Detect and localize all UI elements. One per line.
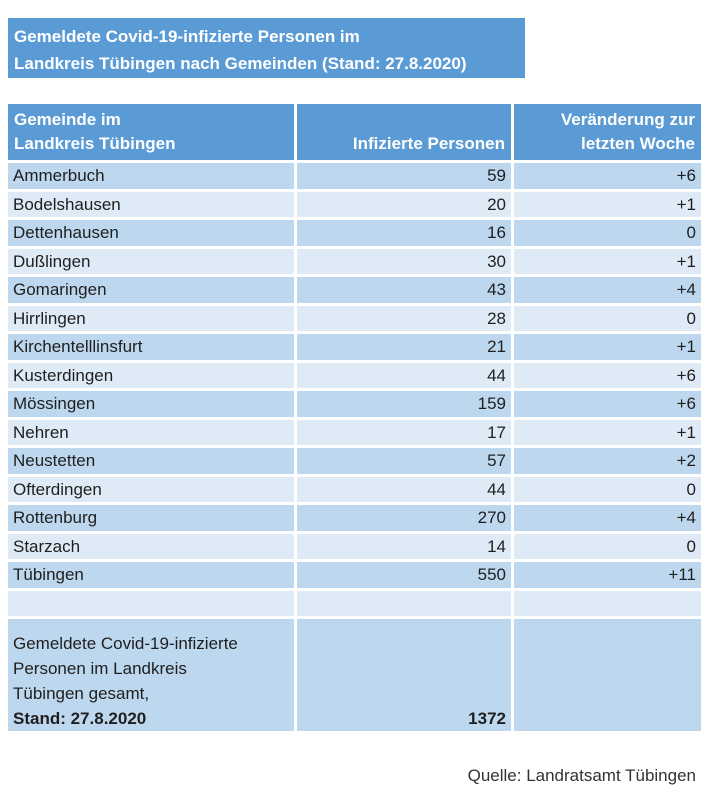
header-infizierte: Infizierte Personen bbox=[297, 104, 511, 160]
table-row bbox=[8, 534, 701, 560]
table-row bbox=[8, 562, 701, 588]
cell-infizierte: 550 bbox=[297, 562, 511, 588]
source-note: Quelle: Landratsamt Tübingen bbox=[467, 766, 696, 785]
total-label-line-3: Tübingen gesamt, bbox=[13, 684, 150, 703]
cell-gemeinde: Bodelshausen bbox=[8, 192, 294, 218]
table-title bbox=[8, 18, 525, 78]
cell-gemeinde: Starzach bbox=[8, 534, 294, 560]
header-gemeinde bbox=[8, 104, 294, 160]
table-row bbox=[8, 363, 701, 389]
cell-infizierte: 30 bbox=[297, 249, 511, 275]
cell-infizierte: 57 bbox=[297, 448, 511, 474]
cell-veraenderung: +6 bbox=[514, 163, 701, 189]
cell-gemeinde: Neustetten bbox=[8, 448, 294, 474]
cell-veraenderung: 0 bbox=[514, 477, 701, 503]
empty-cell bbox=[8, 591, 294, 617]
table-body bbox=[8, 163, 701, 588]
cell-infizierte: 44 bbox=[297, 363, 511, 389]
cell-infizierte: 43 bbox=[297, 277, 511, 303]
cell-gemeinde: Kusterdingen bbox=[8, 363, 294, 389]
cell-veraenderung: 0 bbox=[514, 220, 701, 246]
cell-veraenderung: +2 bbox=[514, 448, 701, 474]
cell-infizierte: 59 bbox=[297, 163, 511, 189]
cell-gemeinde: Ofterdingen bbox=[8, 477, 294, 503]
total-label-line-1: Gemeldete Covid-19-infizierte bbox=[13, 634, 238, 653]
cell-gemeinde: Nehren bbox=[8, 420, 294, 446]
cell-veraenderung: +4 bbox=[514, 505, 701, 531]
cell-veraenderung: 0 bbox=[514, 306, 701, 332]
cell-veraenderung: +1 bbox=[514, 420, 701, 446]
header-gemeinde-line-1: Gemeinde im bbox=[14, 110, 121, 129]
table-row bbox=[8, 334, 701, 360]
table-row bbox=[8, 306, 701, 332]
cell-infizierte: 20 bbox=[297, 192, 511, 218]
total-row bbox=[8, 619, 701, 731]
empty-cell bbox=[297, 591, 511, 617]
cell-infizierte: 17 bbox=[297, 420, 511, 446]
header-veraenderung-line-1: Veränderung zur bbox=[560, 110, 695, 129]
title-line-1: Gemeldete Covid-19-infizierte Personen im bbox=[14, 27, 360, 46]
cell-veraenderung: +6 bbox=[514, 391, 701, 417]
cell-gemeinde: Gomaringen bbox=[8, 277, 294, 303]
cell-gemeinde: Dußlingen bbox=[8, 249, 294, 275]
empty-cell bbox=[514, 591, 701, 617]
table-row bbox=[8, 192, 701, 218]
cell-veraenderung: +1 bbox=[514, 249, 701, 275]
cell-gemeinde: Mössingen bbox=[8, 391, 294, 417]
table-row bbox=[8, 163, 701, 189]
cell-gemeinde: Kirchentelllinsfurt bbox=[8, 334, 294, 360]
total-label-line-2: Personen im Landkreis bbox=[13, 659, 187, 678]
cell-gemeinde: Hirrlingen bbox=[8, 306, 294, 332]
header-gemeinde-line-2: Landkreis Tübingen bbox=[14, 134, 176, 153]
cell-gemeinde: Ammerbuch bbox=[8, 163, 294, 189]
table-row bbox=[8, 249, 701, 275]
header-veraenderung-line-2: letzten Woche bbox=[581, 134, 695, 153]
cell-gemeinde: Rottenburg bbox=[8, 505, 294, 531]
table-row bbox=[8, 220, 701, 246]
header-veraenderung bbox=[514, 104, 701, 160]
cell-veraenderung: 0 bbox=[514, 534, 701, 560]
table-row bbox=[8, 477, 701, 503]
table-row bbox=[8, 420, 701, 446]
cell-veraenderung: +11 bbox=[514, 562, 701, 588]
table-row bbox=[8, 277, 701, 303]
cell-infizierte: 21 bbox=[297, 334, 511, 360]
cell-infizierte: 44 bbox=[297, 477, 511, 503]
infection-table bbox=[5, 101, 704, 734]
table-row bbox=[8, 505, 701, 531]
cell-gemeinde: Dettenhausen bbox=[8, 220, 294, 246]
cell-veraenderung: +1 bbox=[514, 334, 701, 360]
table-row bbox=[8, 391, 701, 417]
cell-infizierte: 159 bbox=[297, 391, 511, 417]
total-empty-cell bbox=[514, 619, 701, 731]
empty-row bbox=[8, 591, 701, 617]
cell-gemeinde: Tübingen bbox=[8, 562, 294, 588]
cell-infizierte: 270 bbox=[297, 505, 511, 531]
cell-veraenderung: +1 bbox=[514, 192, 701, 218]
table-row bbox=[8, 448, 701, 474]
table-header-row bbox=[8, 104, 701, 160]
total-label-date: Stand: 27.8.2020 bbox=[13, 709, 147, 728]
total-label bbox=[8, 619, 294, 731]
cell-infizierte: 16 bbox=[297, 220, 511, 246]
cell-infizierte: 14 bbox=[297, 534, 511, 560]
total-value: 1372 bbox=[297, 619, 511, 731]
title-line-2: Landkreis Tübingen nach Gemeinden (Stand: 27.8.2020) bbox=[14, 54, 467, 73]
cell-veraenderung: +4 bbox=[514, 277, 701, 303]
cell-veraenderung: +6 bbox=[514, 363, 701, 389]
cell-infizierte: 28 bbox=[297, 306, 511, 332]
